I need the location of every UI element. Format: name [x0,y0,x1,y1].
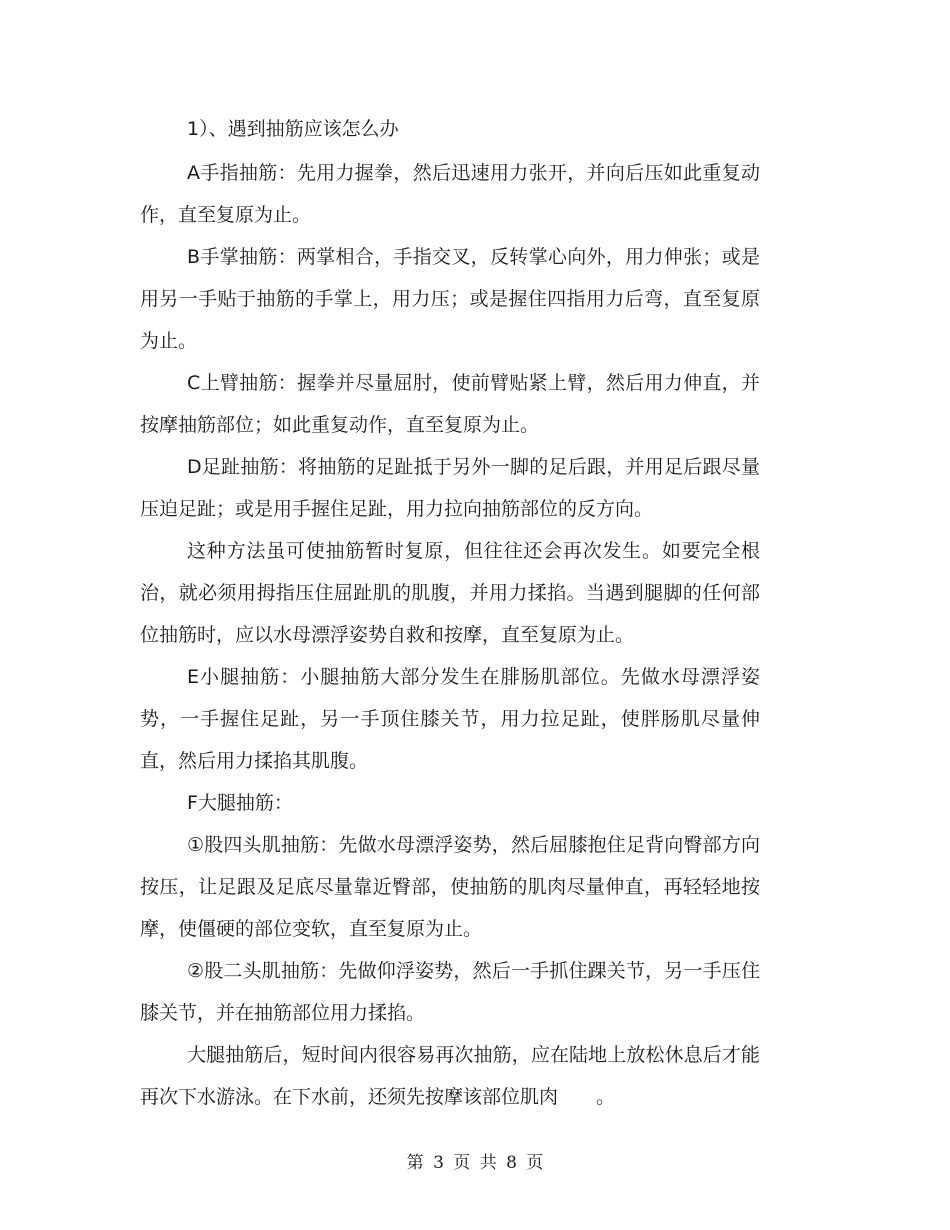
paragraph-palm-cramp: B手掌抽筋：两掌相合，手指交叉，反转掌心向外，用力伸张；或是用另一手贴于抽筋的手掌上，用力压；或是握住四指用力后弯，直至复原为止。 [140,246,760,352]
paragraph-finger-cramp: A手指抽筋：先用力握拳，然后迅速用力张开，并向后压如此重复动作，直至复原为止。 [140,162,760,226]
paragraph-upper-arm-cramp: C上臂抽筋：握拳并尽量屈肘，使前臂贴紧上臂，然后用力伸直，并按摩抽筋部位；如此重复动作，直至复原为止。 [140,372,760,436]
paragraph-biceps-femoris-cramp: ②股二头肌抽筋：先做仰浮姿势，然后一手抓住踝关节，另一手压住膝关节，并在抽筋部位用力揉掐。 [140,960,760,1024]
paragraph-thigh-cramp-title: F大腿抽筋： [187,792,293,814]
paragraph-method-note: 这种方法虽可使抽筋暂时复原，但往往还会再次发生。如要完全根治，就必须用拇指压住屈趾肌的肌腹，并用力揉掐。当遇到腿脚的任何部位抽筋时，应以水母漂浮姿势自救和按摩，直至复原为止。 [140,540,760,646]
paragraph-quadriceps-cramp: ①股四头肌抽筋：先做水母漂浮姿势，然后屈膝抱住足背向臀部方向按压，让足跟及足底尽量靠近臀部，使抽筋的肌肉尽量伸直，再轻轻地按摩，使僵硬的部位变软，直至复原为止。 [140,834,760,940]
document-body [140,110,760,1118]
paragraph-toe-cramp: D足趾抽筋：将抽筋的足趾抵于另外一脚的足后跟，并用足后跟尽量压迫足趾；或是用手握住足趾，用力拉向抽筋部位的反方向。 [140,456,760,520]
section-heading: 1）、遇到抽筋应该怎么办 [187,118,399,140]
page-number-footer: 第 3 页 共 8 页 [406,1153,544,1173]
paragraph-calf-cramp: E小腿抽筋：小腿抽筋大部分发生在腓肠肌部位。先做水母漂浮姿势，一手握住足趾，另一手顶住膝关节，用力拉足趾，使胖肠肌尽量伸直，然后用力揉掐其肌腹。 [140,666,760,772]
paragraph-thigh-cramp-aftercare: 大腿抽筋后，短时间内很容易再次抽筋，应在陆地上放松休息后才能再次下水游泳。在下水前，还须先按摩该部位肌肉 。 [140,1044,760,1108]
